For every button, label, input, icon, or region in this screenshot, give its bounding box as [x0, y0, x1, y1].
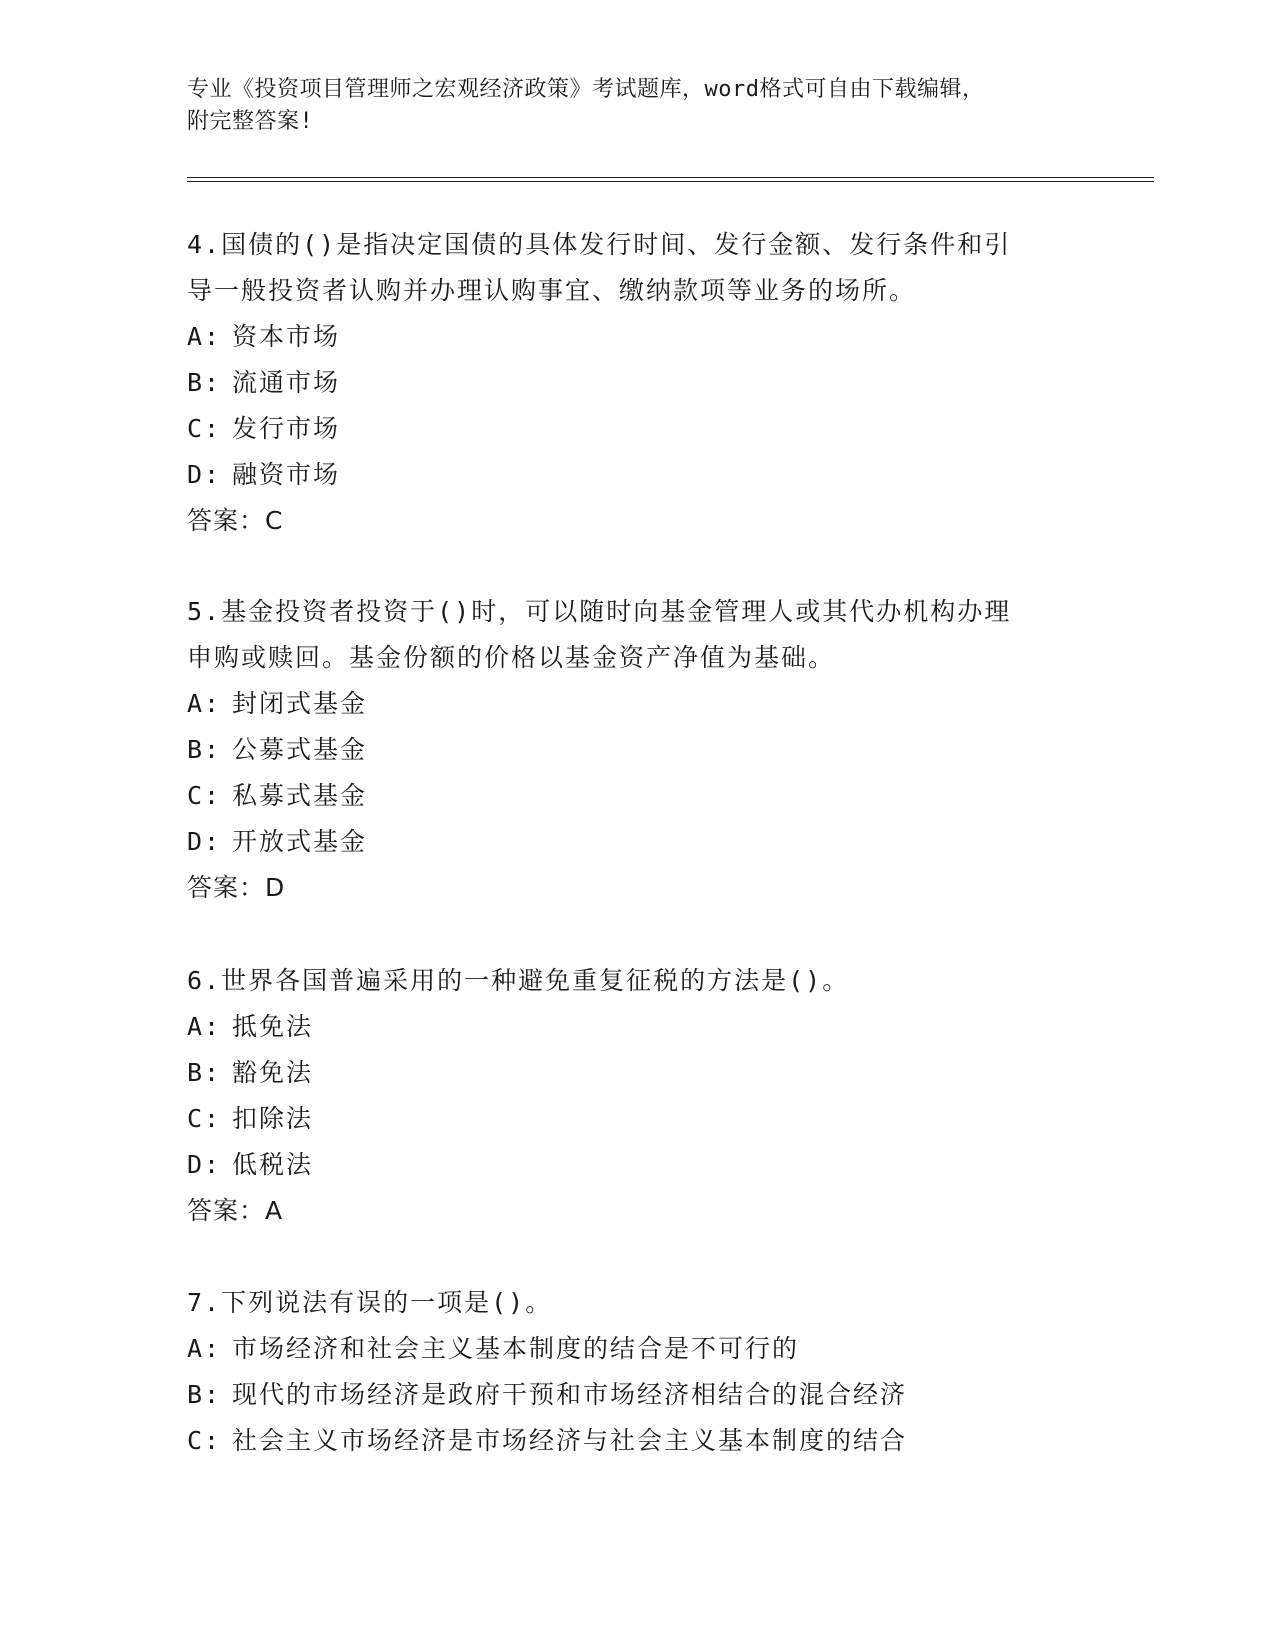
option-a — [187, 681, 1087, 727]
option-text: 现代的市场经济是政府干预和市场经济相结合的混合经济 — [232, 1380, 908, 1409]
question-stem-line: 申购或赎回。基金份额的价格以基金资产净值为基础。 — [187, 643, 836, 672]
option-b — [187, 1050, 1087, 1096]
header-line-1: 专业《投资项目管理师之宏观经济政策》考试题库，word格式可自由下载编辑， — [187, 77, 985, 102]
option-text: 低税法 — [232, 1150, 314, 1179]
header-divider — [187, 177, 1154, 182]
option-letter: D: — [187, 460, 222, 489]
option-c — [187, 406, 1087, 452]
option-letter: A: — [187, 322, 222, 351]
option-d — [187, 819, 1087, 865]
option-letter: C: — [187, 1104, 222, 1133]
option-text: 市场经济和社会主义基本制度的结合是不可行的 — [232, 1334, 800, 1363]
option-a — [187, 1326, 1087, 1372]
option-letter: B: — [187, 735, 222, 764]
answer-line: 答案：D — [187, 873, 286, 902]
option-b — [187, 1372, 1087, 1418]
question-stem-line: 7.下列说法有误的一项是()。 — [187, 1288, 553, 1317]
option-d — [187, 452, 1087, 498]
option-letter: B: — [187, 1380, 222, 1409]
option-text: 流通市场 — [232, 368, 341, 397]
question-stem-line: 6.世界各国普遍采用的一种避免重复征税的方法是()。 — [187, 966, 850, 995]
option-c — [187, 1418, 1087, 1464]
question-5 — [187, 589, 1087, 911]
option-b — [187, 727, 1087, 773]
option-letter: A: — [187, 689, 222, 718]
option-a — [187, 314, 1087, 360]
option-d — [187, 1142, 1087, 1188]
option-letter: C: — [187, 781, 222, 810]
option-letter: B: — [187, 1058, 222, 1087]
option-letter: C: — [187, 1426, 222, 1455]
header-line-2: 附完整答案! — [187, 109, 314, 134]
option-text: 发行市场 — [232, 414, 341, 443]
option-text: 抵免法 — [232, 1012, 314, 1041]
option-c — [187, 1096, 1087, 1142]
option-text: 扣除法 — [232, 1104, 314, 1133]
option-a — [187, 1004, 1087, 1050]
option-letter: C: — [187, 414, 222, 443]
option-text: 开放式基金 — [232, 827, 368, 856]
question-4 — [187, 222, 1087, 544]
option-letter: D: — [187, 1150, 222, 1179]
option-letter: A: — [187, 1334, 222, 1363]
option-text: 豁免法 — [232, 1058, 314, 1087]
question-stem-line: 5.基金投资者投资于()时，可以随时向基金管理人或其代办机构办理 — [187, 597, 1012, 626]
option-b — [187, 360, 1087, 406]
option-letter: D: — [187, 827, 222, 856]
option-text: 社会主义市场经济是市场经济与社会主义基本制度的结合 — [232, 1426, 908, 1455]
option-text: 融资市场 — [232, 460, 341, 489]
question-stem-line: 导一般投资者认购并办理认购事宜、缴纳款项等业务的场所。 — [187, 276, 917, 305]
option-letter: B: — [187, 368, 222, 397]
answer-line: 答案：C — [187, 506, 284, 535]
option-text: 封闭式基金 — [232, 689, 368, 718]
answer-line: 答案：A — [187, 1196, 284, 1225]
question-7 — [187, 1280, 1087, 1464]
document-header — [187, 74, 1087, 138]
option-text: 公募式基金 — [232, 735, 368, 764]
option-text: 资本市场 — [232, 322, 341, 351]
option-text: 私募式基金 — [232, 781, 368, 810]
question-stem-line: 4.国债的()是指决定国债的具体发行时间、发行金额、发行条件和引 — [187, 230, 1012, 259]
option-c — [187, 773, 1087, 819]
question-6 — [187, 958, 1087, 1234]
option-letter: A: — [187, 1012, 222, 1041]
